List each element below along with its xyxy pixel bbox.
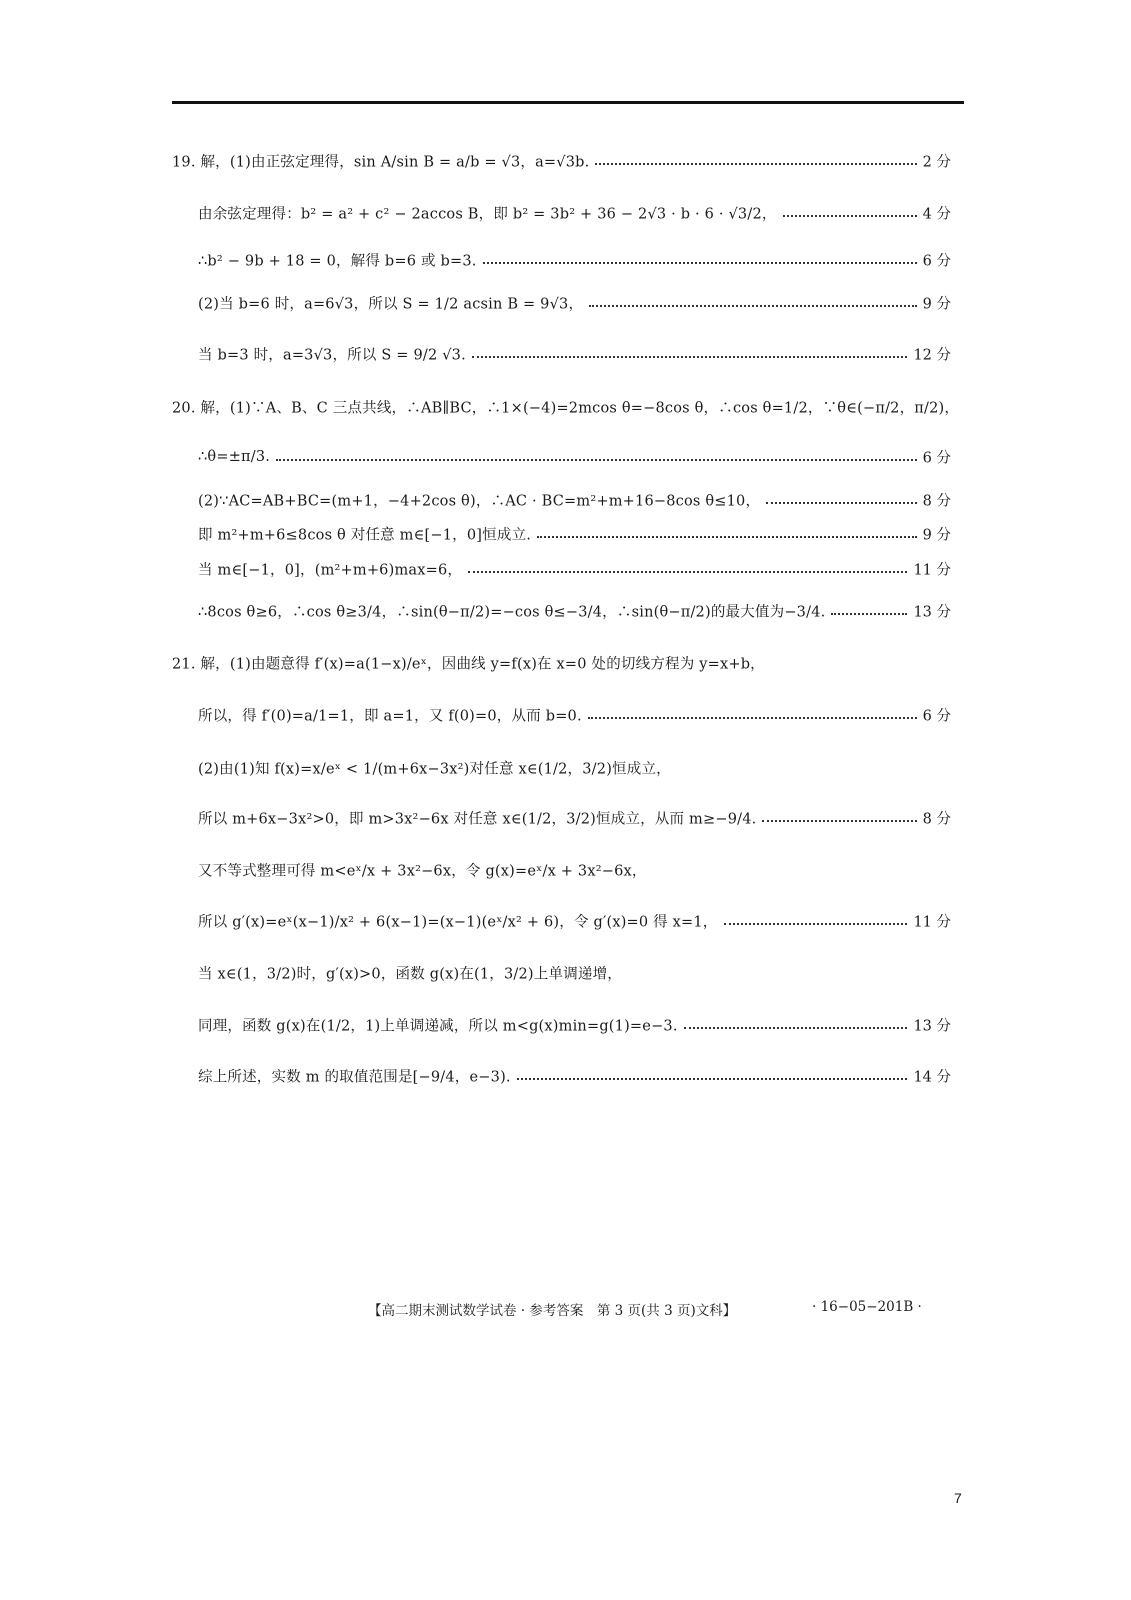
answer-text: ∴b² − 9b + 18 = 0，解得 b=6 或 b=3. bbox=[198, 253, 477, 270]
answer-line bbox=[0, 549, 1131, 589]
answer-line bbox=[0, 141, 1131, 181]
answer-text: 由余弦定理得：b² = a² + c² − 2accos B，即 b² = 3b² + 36 − 2√3 · b · 6 · √3/2， bbox=[198, 206, 777, 223]
footer-code: · 16−05−201B · bbox=[812, 1299, 922, 1315]
score-mark: 9 分 bbox=[922, 296, 951, 313]
answer-line bbox=[0, 798, 1131, 838]
answer-text: 当 m∈[−1，0]，(m²+m+6)max=6， bbox=[198, 562, 463, 579]
answer-text: 20. 解，(1)∵A、B、C 三点共线，∴AB∥BC，∴1×(−4)=2mcos θ=−8cos θ，∴cos θ=1/2，∵θ∈(−π/2，π/2)， bbox=[172, 400, 960, 417]
score-mark: 9 分 bbox=[922, 527, 951, 544]
answer-line bbox=[0, 953, 1131, 993]
answer-line bbox=[0, 695, 1131, 735]
answer-line bbox=[0, 283, 1131, 323]
answer-line bbox=[0, 748, 1131, 788]
answer-text: (2)当 b=6 时，a=6√3，所以 S = 1/2 acsin B = 9√3， bbox=[198, 296, 584, 313]
score-mark: 12 分 bbox=[913, 347, 951, 364]
dot-leader bbox=[537, 536, 917, 538]
score-mark: 8 分 bbox=[922, 811, 951, 828]
score-mark: 11 分 bbox=[913, 914, 951, 931]
dot-leader bbox=[589, 305, 916, 307]
answer-line bbox=[0, 240, 1131, 280]
dot-leader bbox=[595, 163, 916, 165]
answer-text: 当 x∈(1，3/2)时，g′(x)>0，函数 g(x)在(1，3/2)上单调递增， bbox=[198, 966, 622, 983]
score-mark: 6 分 bbox=[922, 708, 951, 725]
answer-line bbox=[0, 387, 1131, 427]
answer-line bbox=[0, 850, 1131, 890]
page-number: 7 bbox=[954, 1490, 962, 1506]
answer-line bbox=[0, 334, 1131, 374]
dot-leader bbox=[783, 215, 917, 217]
answer-line bbox=[0, 437, 1131, 477]
dot-leader bbox=[468, 571, 907, 573]
answer-text: 21. 解，(1)由题意得 f′(x)=a(1−x)/eˣ，因曲线 y=f(x)在 x=0 处的切线方程为 y=x+b， bbox=[172, 656, 765, 673]
answer-text: 又不等式整理可得 m<eˣ/x + 3x²−6x，令 g(x)=eˣ/x + 3x²−6x， bbox=[198, 863, 647, 880]
dot-leader bbox=[766, 502, 916, 504]
score-mark: 4 分 bbox=[922, 206, 951, 223]
score-mark: 8 分 bbox=[922, 493, 951, 510]
dot-leader bbox=[588, 717, 917, 719]
answer-text: (2)∵AC=AB+BC=(m+1，−4+2cos θ)，∴AC · BC=m²+m+16−8cos θ≤10， bbox=[198, 493, 761, 510]
dot-leader bbox=[831, 613, 907, 615]
score-mark: 11 分 bbox=[913, 562, 951, 579]
dot-leader bbox=[517, 1078, 908, 1080]
answer-text: 综上所述，实数 m 的取值范围是[−9/4，e−3). bbox=[198, 1069, 511, 1086]
answer-line bbox=[0, 1005, 1131, 1045]
answer-text: ∴8cos θ≥6，∴cos θ≥3/4，∴sin(θ−π/2)=−cos θ≤−3/4，∴sin(θ−π/2)的最大值为−3/4. bbox=[198, 604, 826, 621]
header-rule bbox=[172, 101, 964, 104]
score-mark: 6 分 bbox=[922, 253, 951, 270]
answer-text: 所以，得 f′(0)=a/1=1，即 a=1，又 f(0)=0，从而 b=0. bbox=[198, 708, 582, 725]
score-mark: 13 分 bbox=[913, 1018, 951, 1035]
answer-text: 同理，函数 g(x)在(1/2，1)上单调递减，所以 m<g(x)min=g(1)=e−3. bbox=[198, 1018, 678, 1035]
answer-text: 19. 解，(1)由正弦定理得，sin A/sin B = a/b = √3，a=√3b. bbox=[172, 154, 590, 171]
score-mark: 6 分 bbox=[922, 450, 951, 467]
answer-line bbox=[0, 1056, 1131, 1096]
answer-line bbox=[0, 643, 1131, 683]
answer-line bbox=[0, 193, 1131, 233]
footer-title: 【高二期末测试数学试卷 · 参考答案 第 3 页(共 3 页)文科】 bbox=[368, 1303, 737, 1319]
score-mark: 2 分 bbox=[922, 154, 951, 171]
score-mark: 13 分 bbox=[913, 604, 951, 621]
answer-text: ∴θ=±π/3. bbox=[198, 449, 271, 465]
dot-leader bbox=[762, 820, 916, 822]
answer-text: 当 b=3 时，a=3√3，所以 S = 9/2 √3. bbox=[198, 347, 466, 364]
dot-leader bbox=[684, 1027, 908, 1029]
dot-leader bbox=[724, 923, 908, 925]
answer-line bbox=[0, 591, 1131, 631]
dot-leader bbox=[483, 262, 917, 264]
answer-text: (2)由(1)知 f(x)=x/eˣ < 1/(m+6x−3x²)对任意 x∈(1/2，3/2)恒成立， bbox=[198, 761, 671, 778]
dot-leader bbox=[276, 459, 917, 461]
score-mark: 14 分 bbox=[913, 1069, 951, 1086]
answer-line bbox=[0, 514, 1131, 554]
answer-text: 所以 g′(x)=eˣ(x−1)/x² + 6(x−1)=(x−1)(eˣ/x² + 6)，令 g′(x)=0 得 x=1， bbox=[198, 914, 718, 931]
answer-line bbox=[0, 901, 1131, 941]
answer-text: 所以 m+6x−3x²>0，即 m>3x²−6x 对任意 x∈(1/2，3/2)恒成立，从而 m≥−9/4. bbox=[198, 811, 757, 828]
dot-leader bbox=[472, 356, 908, 358]
answer-text: 即 m²+m+6≤8cos θ 对任意 m∈[−1，0]恒成立. bbox=[198, 527, 532, 544]
